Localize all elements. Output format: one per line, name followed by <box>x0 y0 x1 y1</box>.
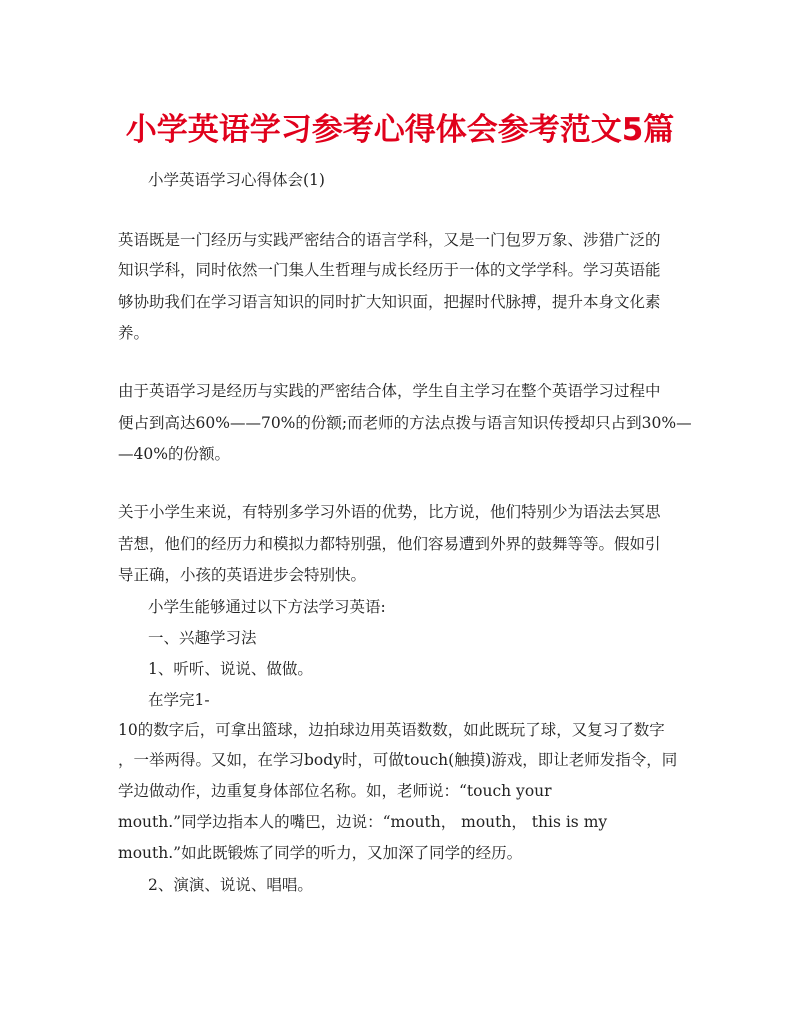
paragraph-1-line-2: 知识学科，同时依然一门集人生哲理与成长经历于一体的文学学科。学习英语能 <box>118 261 661 279</box>
example-line-6: mouth.”如此既锻炼了同学的听力，又加深了同学的经历。 <box>118 844 523 862</box>
paragraph-1-line-1: 英语既是一门经历与实践严密结合的语言学科，又是一门包罗万象、涉猎广泛的 <box>118 231 661 249</box>
example-line-5: mouth.”同学边指本人的嘴巴，边说：“mouth， mouth， this is my <box>118 813 608 831</box>
example-line-4: 学边做动作，边重复身体部位名称。如，老师说：“touch your <box>118 782 552 800</box>
example-line-1: 在学完1- <box>148 691 210 709</box>
paragraph-3-line-3: 导正确，小孩的英语进步会特别快。 <box>118 566 367 584</box>
paragraph-3-line-2: 苦想，他们的经历力和模拟力都特别强，他们容易遭到外界的鼓舞等等。假如引 <box>118 535 661 553</box>
paragraph-1-line-4: 养。 <box>118 324 150 342</box>
example-line-2: 10的数字后，可拿出篮球，边拍球边用英语数数，如此既玩了球，又复习了数字 <box>118 721 665 739</box>
subtitle: 小学英语学习心得体会(1) <box>148 171 325 189</box>
subsection-heading-2: 2、演演、说说、唱唱。 <box>148 876 313 894</box>
methods-intro: 小学生能够通过以下方法学习英语: <box>148 598 386 616</box>
subsection-heading-1: 1、听听、说说、做做。 <box>148 660 313 678</box>
paragraph-2-line-2: 便占到高达60%——70%的份额;而老师的方法点拨与语言知识传授却只占到30%— <box>118 414 692 432</box>
paragraph-3-line-1: 关于小学生来说，有特别多学习外语的优势，比方说，他们特别少为语法去冥思 <box>118 503 661 521</box>
section-heading-interest: 一、兴趣学习法 <box>148 629 257 647</box>
paragraph-2-line-3: —40%的份额。 <box>118 445 230 463</box>
document-title: 小学英语学习参考心得体会参考范文5篇 <box>125 112 675 148</box>
paragraph-2-line-1: 由于英语学习是经历与实践的严密结合体，学生自主学习在整个英语学习过程中 <box>118 382 661 400</box>
paragraph-1-line-3: 够协助我们在学习语言知识的同时扩大知识面，把握时代脉搏，提升本身文化素 <box>118 293 661 311</box>
example-line-3: ，一举两得。又如，在学习body时，可做touch(触摸)游戏，即让老师发指令，同 <box>118 751 678 769</box>
